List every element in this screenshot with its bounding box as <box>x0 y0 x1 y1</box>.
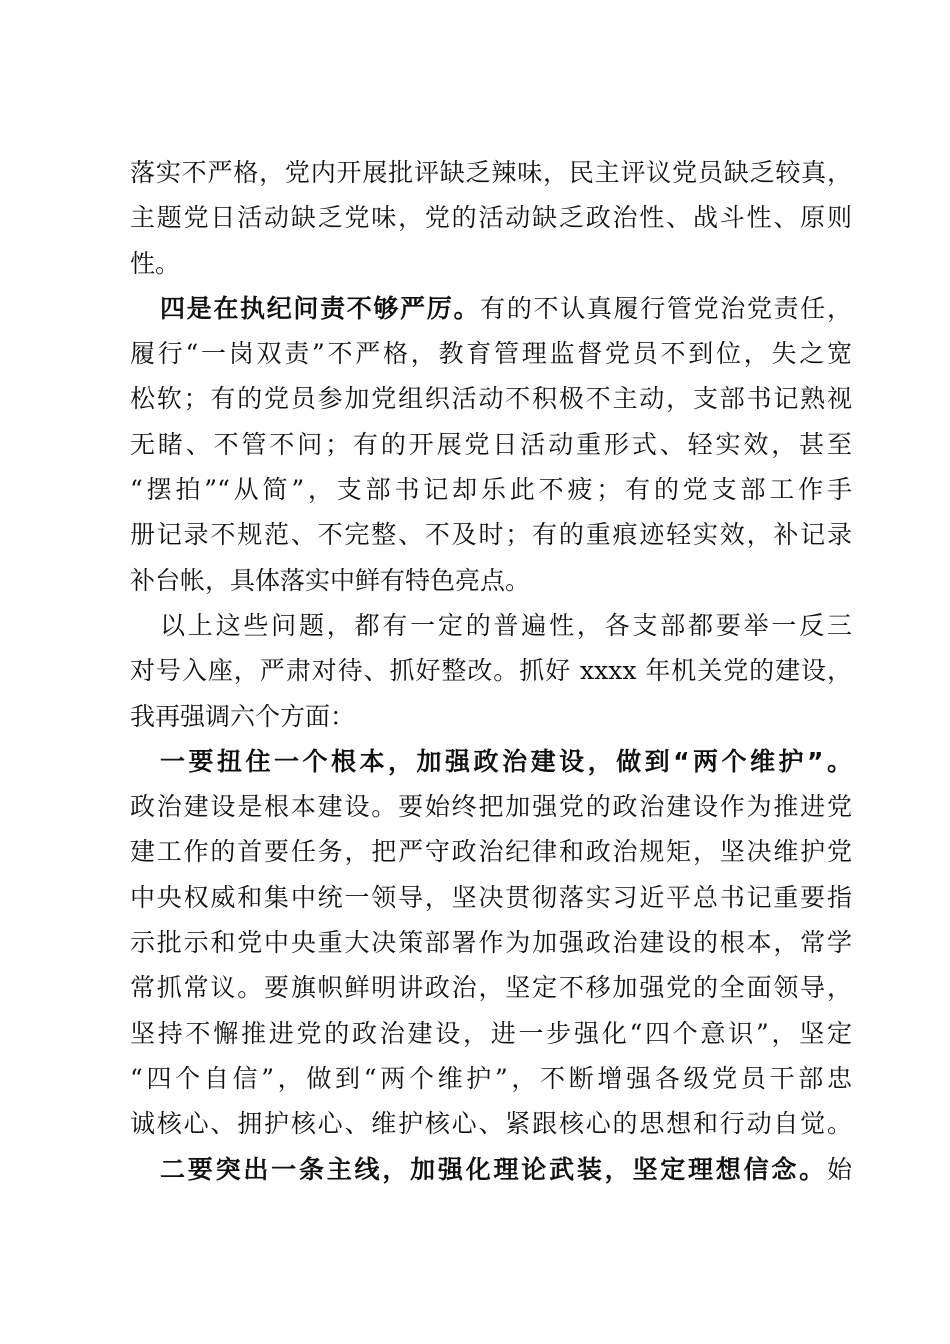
text-line <box>130 286 852 331</box>
body-text: 始 <box>826 1154 852 1184</box>
body-text: “四个自信”，做到“两个维护”，不断增强各级党员干部忠 <box>130 1063 852 1093</box>
body-text: 松软；有的党员参加党组织活动不积极不主动，支部书记熟视 <box>130 384 852 414</box>
body-text: 主题党日活动缺乏党味，党的活动缺乏政治性、战斗性、原则 <box>130 203 852 233</box>
text-line <box>130 648 852 693</box>
body-text: 履行“一岗双责”不严格，教育管理监督党员不到位，失之宽 <box>130 339 852 369</box>
body-text: 有的不认真履行管党治党责任， <box>480 293 852 323</box>
body-text: 以上这些问题，都有一定的普遍性，各支部都要举一反三 <box>160 610 852 640</box>
text-line <box>130 1147 852 1192</box>
body-text: 建工作的首要任务，把严守政治纪律和政治规矩，坚决维护党 <box>130 837 852 867</box>
bold-heading-text: 一要扭住一个根本，加强政治建设，做到“两个维护”。 <box>160 746 852 776</box>
body-text: 政治建设是根本建设。要始终把加强党的政治建设作为推进党 <box>130 792 852 822</box>
text-line <box>130 1056 852 1101</box>
body-text: 诚核心、拥护核心、维护核心、紧跟核心的思想和行动自觉。 <box>130 1109 852 1139</box>
text-line <box>130 512 852 557</box>
text-line <box>130 331 852 376</box>
body-text: 示批示和党中央重大决策部署作为加强政治建设的根本，常学 <box>130 928 852 958</box>
body-text: 册记录不规范、不完整、不及时；有的重痕迹轻实效，补记录 <box>130 520 852 550</box>
body-text: 落实不严格，党内开展批评缺乏辣味，民主评议党员缺乏较真， <box>130 158 852 187</box>
text-line <box>130 920 852 965</box>
body-text: 中央权威和集中统一领导，坚决贯彻落实习近平总书记重要指 <box>130 882 852 912</box>
text-line <box>130 558 852 603</box>
bold-heading-text: 二要突出一条主线，加强化理论武装，坚定理想信念。 <box>160 1154 827 1184</box>
body-text: 常抓常议。要旗帜鲜明讲政治，坚定不移加强党的全面领导， <box>130 973 852 1003</box>
document-body <box>130 150 852 1192</box>
text-line <box>130 965 852 1010</box>
text-line <box>130 241 852 286</box>
text-line <box>130 195 852 240</box>
text-line <box>130 422 852 467</box>
text-line <box>130 784 852 829</box>
text-line <box>130 150 852 195</box>
text-line <box>130 1011 852 1056</box>
body-text: 无睹、不管不问；有的开展党日活动重形式、轻实效，甚至 <box>130 429 852 459</box>
text-line <box>130 875 852 920</box>
body-text: 对号入座，严肃对待、抓好整改。抓好 xxxx 年机关党的建设， <box>130 656 852 686</box>
body-text: 性。 <box>130 248 181 278</box>
text-line <box>130 467 852 512</box>
text-line <box>130 694 852 739</box>
text-line <box>130 376 852 421</box>
text-line <box>130 603 852 648</box>
text-line <box>130 1101 852 1146</box>
text-line <box>130 739 852 784</box>
body-text: 坚持不懈推进党的政治建设，进一步强化“四个意识”，坚定 <box>130 1018 852 1048</box>
body-text: 我再强调六个方面： <box>130 701 356 731</box>
body-text: 补台帐，具体落实中鲜有特色亮点。 <box>130 565 531 595</box>
bold-heading-text: 四是在执纪问责不够严厉。 <box>160 293 481 323</box>
body-text: “摆拍”“从简”，支部书记却乐此不疲；有的党支部工作手 <box>130 475 852 505</box>
text-line <box>130 829 852 874</box>
